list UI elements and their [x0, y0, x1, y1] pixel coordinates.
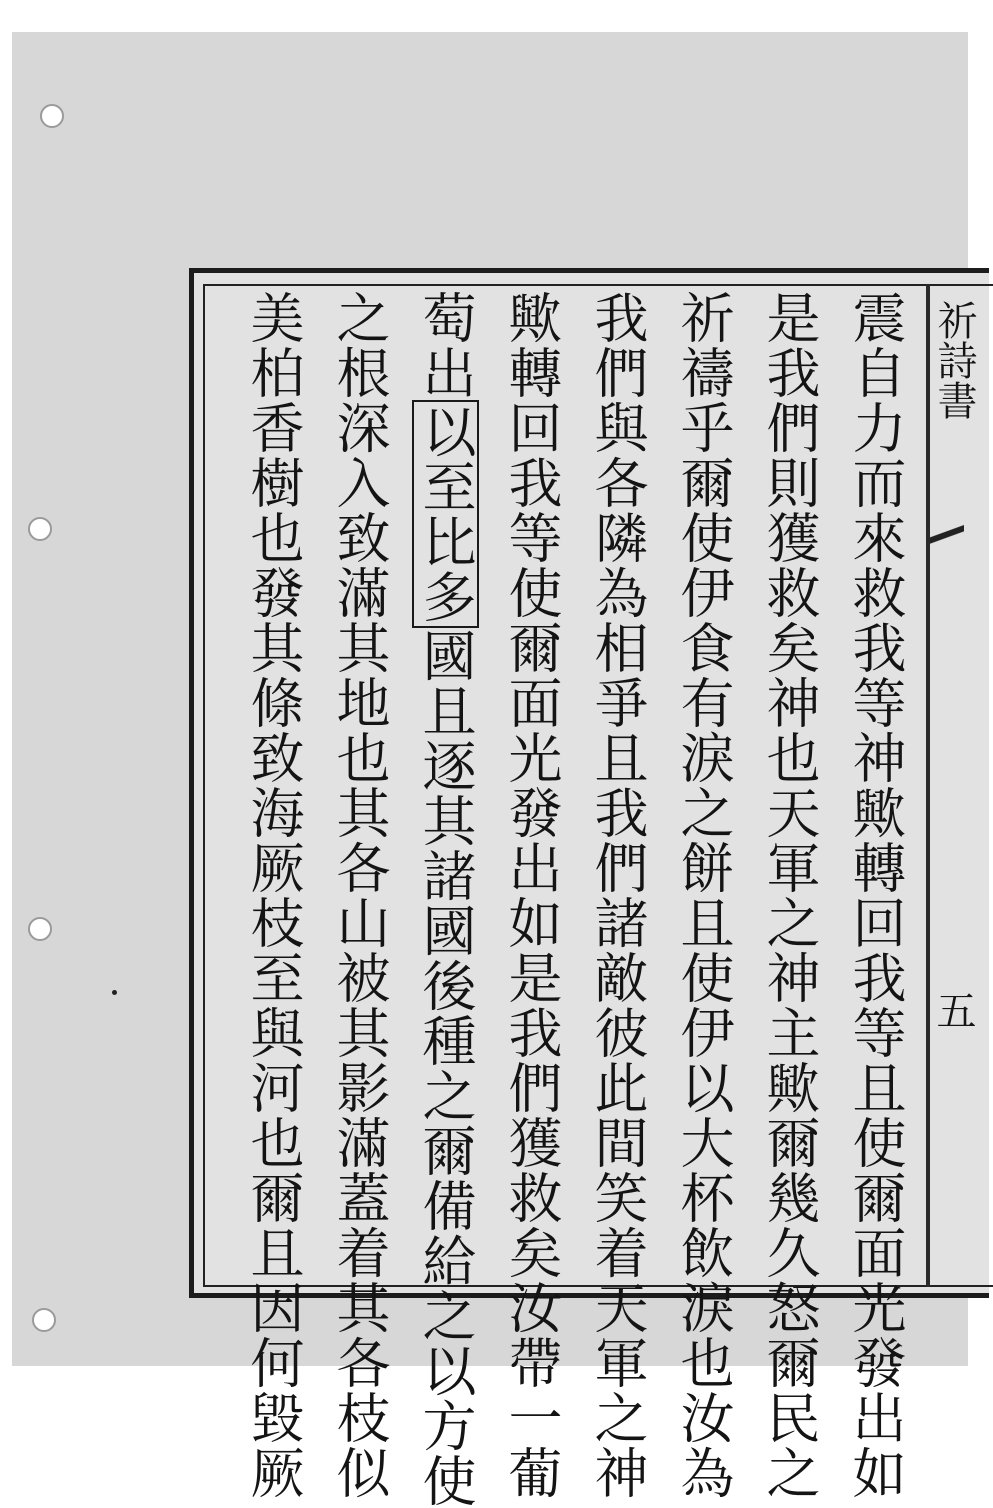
- text-column-6-start: 萄出: [414, 290, 477, 400]
- text-column-4: 我們與各隣為相爭且我們諸敵彼此間笑着天軍之神: [586, 290, 649, 1500]
- text-body: [226, 290, 916, 1508]
- margin-rule: [926, 284, 930, 1287]
- text-column-6: [404, 290, 486, 1508]
- text-column-8: 美柏香樹也發其條致海厥枝至與河也爾且因何毀厥: [242, 290, 305, 1500]
- text-column-5: 歟轉回我等使爾面光發出如是我們獲救矣汝帶一葡: [500, 290, 563, 1500]
- punch-hole-2: [28, 517, 52, 541]
- ink-speck: [112, 990, 117, 995]
- punch-hole-3: [28, 917, 52, 941]
- text-column-7: 之根深入致滿其地也其各山被其影滿蓋着其各枝似: [328, 290, 391, 1500]
- boxed-place-name: 以至比多: [412, 400, 479, 628]
- fishtail-mark: [930, 520, 964, 550]
- text-column-2: 是我們則獲救矣神也天軍之神主歟爾幾久怒爾民之: [758, 290, 821, 1500]
- text-column-3: 祈禱乎爾使伊食有淚之餅且使伊以大杯飲淚也汝為: [672, 290, 735, 1500]
- folio-number: 五: [930, 990, 976, 1030]
- text-column-6-end: 國且逐其諸國後種之爾備給之以方使: [414, 628, 477, 1508]
- punch-hole-4: [32, 1308, 56, 1332]
- punch-hole-1: [40, 104, 64, 128]
- running-title: 祈詩書: [931, 300, 977, 420]
- text-column-1: 震自力而來救我等神歟轉回我等且使爾面光發出如: [844, 290, 907, 1500]
